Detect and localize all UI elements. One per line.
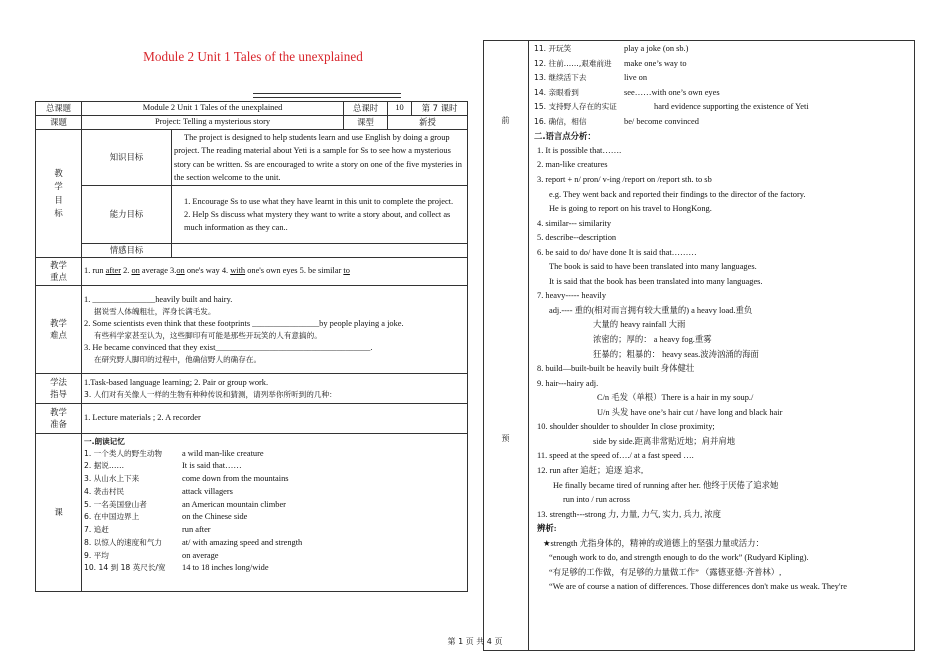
analysis-line: adj.---- 重的(相对而言拥有较大重量的) a heavy load.重负 (549, 305, 753, 315)
analysis-line: 8. build—built-built be heavily built 身体健壮 (537, 364, 695, 374)
phrase-item: 14. 亲眼看到 see……with one’s own eyes (534, 87, 720, 97)
page-footer: 第 1 页 共 4 页 (447, 637, 503, 646)
type-label: 课型 (344, 116, 388, 130)
lesson-item (84, 511, 465, 524)
ability-label: 能力目标 (82, 186, 172, 244)
methods-text: 1.Task-based language learning; 2. Pair or group work. 3. 人们对有关像人一样的生物有种种传说和猜测，请列举你所听到的几种： (82, 374, 468, 404)
lesson-item-en: attack villagers (182, 486, 233, 496)
prep-text: 1. Lecture materials ; 2. A recorder (82, 404, 468, 434)
lesson-item-en: at/ with amazing speed and strength (182, 537, 303, 547)
objectives-label: 教学目标 (36, 130, 82, 258)
analysis-line: “enough work to do, and strength enough to do the work” (Rudyard Kipling). (549, 553, 809, 563)
knowledge-label: 知识目标 (82, 130, 172, 186)
title-underline (253, 93, 401, 98)
analysis-line: 1. It is possible that……. (537, 145, 622, 155)
analysis-heading: 二.语言点分析： (534, 131, 596, 142)
analysis-line: 5. describe--description (537, 233, 617, 243)
lesson-item-cn: 5. 一名美国登山者 (84, 499, 147, 509)
lesson-item-en: on the Chinese side (182, 512, 248, 522)
analysis-line: 狂暴的；粗暴的： heavy seas.波涛汹涌的海面 (593, 349, 759, 359)
lesson-item-cn: 6. 在中国边界上 (84, 512, 140, 522)
label-qian: 前 (501, 116, 510, 125)
analysis-line: side by side.距离非常贴近地；肩并肩地 (593, 436, 736, 446)
type-value: 新授 (388, 116, 468, 130)
lesson-item-en: on average (182, 550, 219, 560)
analysis-line: run into / run across (563, 495, 630, 505)
lesson-label: 课题 (36, 116, 82, 130)
document-title: Module 2 Unit 1 Tales of the unexplained (143, 49, 363, 64)
lesson-item-en: an American mountain climber (182, 499, 286, 509)
lesson-item-cn: 7. 追赶 (84, 525, 109, 535)
phrase-item: 15. 支持野人存在的实证 hard evidence supporting the existence of Yeti (534, 102, 809, 112)
emotion-label: 情感目标 (82, 244, 172, 258)
analysis-line: 辨析: (537, 524, 557, 534)
lesson-item (84, 550, 465, 563)
topic-label: 总课题 (36, 102, 82, 116)
analysis-line: e.g. They went back and reported their findings to the director of the factory. (549, 189, 806, 199)
lesson-item-cn: 1. 一个类人的野生动物 (84, 448, 163, 458)
difficulties-label: 教学难点 (36, 286, 82, 374)
lesson-item-cn: 9. 平均 (84, 550, 109, 560)
analysis-line: He finally became tired of running after her. 他终于厌倦了追求她 (553, 480, 779, 490)
ability-text: 1. Encourage Ss to use what they have learnt in this unit to complete the project. 2. Help Ss discuss what mystery they want to write a story about, and collect as much information as they can.. (172, 186, 468, 244)
lesson-section-label: 课 (36, 434, 82, 592)
analysis-line: 6. be said to do/ have done It is said that……… (537, 247, 697, 257)
right-column-divider (528, 40, 529, 651)
phrase-item: 16. 确信，相信 be/ become convinced (534, 116, 699, 126)
lesson-content: 一.朗读记忆 1. 一个类人的野生动物 a wild man-like creature 2. 据说…… It is said that…… 3. 从山水上下来 come down from the mountains 4. 袭击村民 attack villagers 5. 一名美国登山者 an American mountain climber 6. 在中国边界上 on the Chinese side 7. 追赶 run after 8. 以惊人的速度和气力 at/ with amazing speed and strength 9. 平均 on average 10. 14 到 18 英尺长/宽 14 to 18 inches long/wide (82, 434, 468, 592)
lesson-item-en: 14 to 18 inches long/wide (182, 563, 269, 573)
label-yu: 预 (501, 434, 510, 443)
analysis-line: 3. report + n/ pron/ v-ing /report on /report sth. to sb (537, 174, 712, 184)
lesson-item-cn: 10. 14 到 18 英尺长/宽 (84, 563, 166, 573)
analysis-line: 2. man-like creatures (537, 160, 608, 170)
knowledge-text: The project is designed to help students learn and use English by doing a group project. The reading material about Yeti is a sample for Ss to see how a mysterious story can be written. Ss are encouraged to write a story on one of the five mysteries in the section welcome to the unit. (172, 130, 468, 186)
lesson-item-cn: 4. 袭击村民 (84, 486, 125, 496)
analysis-line: “有足够的工作做，有足够的力量做工作” （露德亚德·齐普林）, (549, 567, 782, 577)
lesson-item-cn: 2. 据说…… (84, 461, 125, 471)
difficulties-text: 1. _______________heavily built and hairy. 据说雪人体魄粗壮，浑身长满毛发。 2. Some scientists even think that these footprints ________________by people playing a joke. 有些科学家甚至认为，这些脚印有可能是那些开玩笑的人有意搞的。 3. He became convinced that they exist_____________________________________. 在研究野人脚印的过程中，他确信野人的确存在。 (82, 286, 468, 374)
analysis-line: 4. similar--- similarity (537, 218, 612, 228)
hours-value: 10 (388, 102, 412, 116)
lesson-item (84, 460, 465, 473)
lesson-item (84, 524, 465, 537)
key-points-text: 1. run after 2. on average 3.on one's way 4. with one's own eyes 5. be similar to (82, 258, 468, 286)
lesson-item (84, 486, 465, 499)
lesson-item-en: come down from the mountains (182, 474, 289, 484)
phrase-item: 13. 继续活下去 live on (534, 73, 648, 83)
emotion-text (172, 244, 468, 258)
methods-label: 学法指导 (36, 374, 82, 404)
analysis-line: ★strength 尤指身体的，精神的或道德上的坚强力量或活力： (543, 538, 764, 548)
lesson-item-en: a wild man-like creature (182, 448, 264, 458)
lesson-item-cn: 3. 从山水上下来 (84, 474, 140, 484)
analysis-line: 7. heavy----- heavily (537, 291, 607, 301)
analysis-line: 12. run after 追赶；追逐 追求, (537, 465, 644, 475)
lesson-item (84, 473, 465, 486)
hours-label: 总课时 (344, 102, 388, 116)
analysis-line: The book is said to have been translated into many languages. (549, 262, 757, 272)
analysis-line: He is going to report on his travel to HongKong. (549, 204, 712, 214)
lesson-plan-table (35, 101, 468, 592)
lesson-item (84, 562, 465, 575)
lesson-item-cn: 8. 以惊人的速度和气力 (84, 537, 163, 547)
phrase-item: 12. 往前……,艰难前进 make one’s way to (534, 58, 687, 68)
lesson-number: 第 7 课时 (412, 102, 468, 116)
analysis-line: 大量的 heavy rainfall 大雨 (593, 320, 686, 330)
lesson-item-en: It is said that…… (182, 461, 242, 471)
analysis-line: U/n 头发 have one’s hair cut / have long and black hair (597, 407, 783, 417)
phrase-item: 11. 开玩笑 play a joke (on sb.) (534, 44, 689, 53)
lesson-item (84, 499, 465, 512)
analysis-line: It is said that the book has been translated into many languages. (549, 276, 763, 286)
topic-value: Module 2 Unit 1 Tales of the unexplained (82, 102, 344, 116)
analysis-line: 9. hair---hairy adj. (537, 378, 599, 388)
lesson-item-en: run after (182, 525, 211, 535)
analysis-line: 13. strength---strong 力, 力量, 力气, 实力, 兵力, 浓度 (537, 509, 722, 519)
analysis-line: 10. shoulder shoulder to shoulder In close proximity; (537, 422, 715, 432)
lesson-value: Project: Telling a mysterious story (82, 116, 344, 130)
analysis-line: 浓密的；厚的： a heavy fog.重雾 (593, 335, 712, 344)
key-points-label: 教学重点 (36, 258, 82, 286)
lesson-item (84, 537, 465, 550)
lesson-item (84, 448, 465, 461)
analysis-line: “We are of course a nation of differences. Those differences don't make us weak. They're (549, 582, 847, 592)
prep-label: 教学准备 (36, 404, 82, 434)
analysis-line: 11. speed at the speed of…./ at a fast speed …. (537, 451, 694, 461)
analysis-line: C/n 毛发（单根）There is a hair in my soup./ (597, 393, 754, 403)
